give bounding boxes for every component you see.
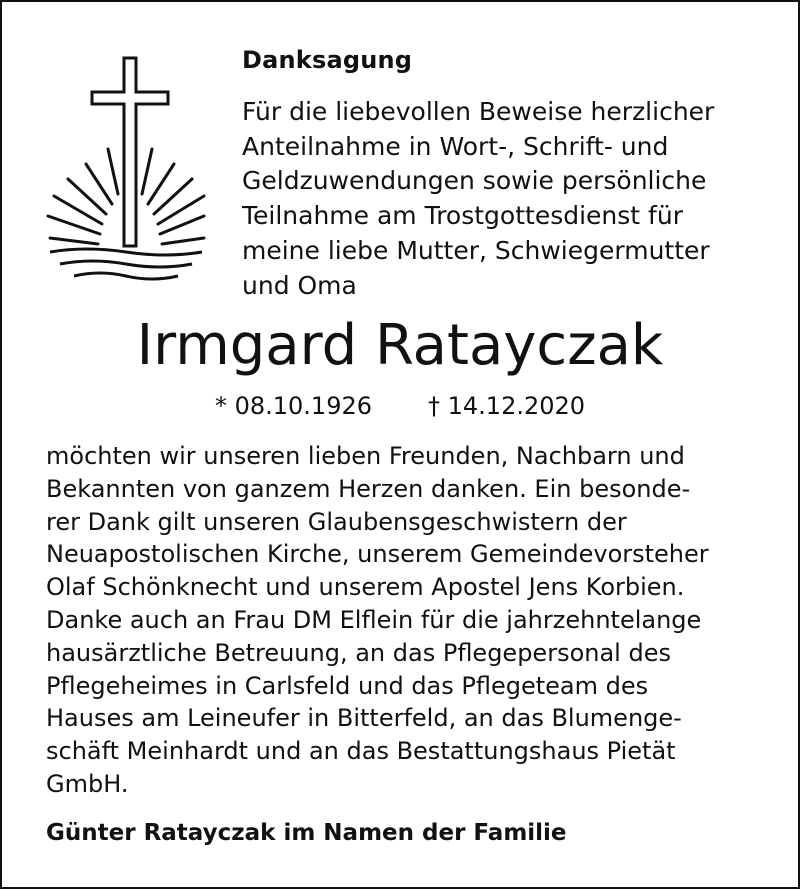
intro-line: und Oma xyxy=(242,270,357,300)
body-line: GmbH. xyxy=(46,769,129,798)
body-line: Pflegeheimes in Carlsfeld und das Pflegeteam des xyxy=(46,671,649,700)
deceased-name: Irmgard Ratayczak xyxy=(136,313,664,378)
death-date: † 14.12.2020 xyxy=(428,392,586,420)
body-line: möchten wir unseren lieben Freunden, Nachbarn und xyxy=(46,442,685,470)
heading: Danksagung xyxy=(242,46,413,74)
body-line: Bekannten von ganzem Herzen danken. Ein besonde- xyxy=(46,474,691,503)
life-dates xyxy=(2,389,798,423)
body-line: Olaf Schönknecht und unserem Apostel Jens Korbien. xyxy=(46,573,685,602)
intro-line: Geldzuwendungen sowie persönliche xyxy=(242,166,707,196)
signature: Günter Ratayczak im Namen der Familie xyxy=(46,820,567,846)
body-text xyxy=(46,440,786,801)
intro-text xyxy=(242,95,782,303)
body-line: Neuapostolischen Kirche, unserem Gemeindevorsteher xyxy=(46,540,709,569)
intro-line: meine liebe Mutter, Schwiegermutter xyxy=(242,235,710,265)
body-line: Danke auch an Frau DM Elflein für die jahrzehntelange xyxy=(46,605,702,634)
body-line: hausärztliche Betreuung, an das Pflegepersonal des xyxy=(46,638,671,667)
body-line: schäft Meinhardt und an das Bestattungshaus Pietät xyxy=(46,737,676,766)
body-line: Hauses am Leineufer in Bitterfeld, an das Blumenge- xyxy=(46,704,682,733)
intro-line: Für die liebevollen Beweise herzlicher xyxy=(242,97,715,126)
cross-sunrise-water-icon xyxy=(46,54,206,284)
intro-line: Teilnahme am Trostgottesdienst für xyxy=(242,201,683,231)
intro-line: Anteilnahme in Wort-, Schrift- und xyxy=(242,131,669,161)
body-line: rer Dank gilt unseren Glaubensgeschwistern der xyxy=(46,507,627,536)
birth-date: * 08.10.1926 xyxy=(214,392,372,420)
